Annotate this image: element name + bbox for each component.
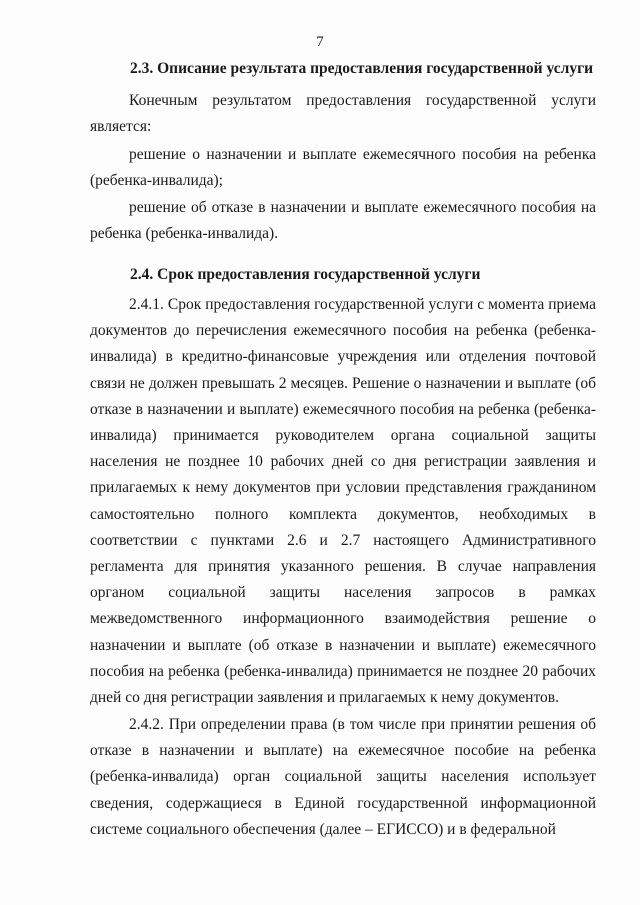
paragraph-result-intro: Конечным результатом предоставления государственной услуги является: — [90, 92, 596, 136]
section-heading-2-3: 2.3. Описание результата предоставления государственной услуги — [130, 60, 594, 77]
paragraph-result-decision-grant: решение о назначении и выплате ежемесячного пособия на ребенка (ребенка-инвалида); — [90, 146, 596, 190]
page-number: 7 — [316, 34, 324, 50]
section-heading-2-4: 2.4. Срок предоставления государственной услуги — [130, 266, 481, 283]
paragraph-result-decision-refusal: решение об отказе в назначении и выплате ежемесячного пособия на ребенка (ребенка-инвалида). — [90, 199, 596, 243]
paragraph-2-4-1: 2.4.1. Срок предоставления государственной услуги с момента приема документов до перечисления ежемесячного пособия на ребенка (ребенка-инвалида) в кредитно-финансовые учреждения или отделения почтовой связи не должен превышать 2 месяцев. Решение о назначении и выплате (об отказе в назначении и выплате) ежемесячного пособия на ребенка (ребенка-инвалида) принимается руководителем органа социальной защиты населения не позднее 10 рабочих дней со дня регистрации заявления и прилагаемых к нему документов при условии представления гражданином самостоятельно полного комплекта документов, необходимых в соответствии с пунктами 2.6 и 2.7 настоящего Административного регламента для принятия указанного решения. В случае направления органом социальной защиты населения запросов в рамках межведомственного информационного взаимодействия решение о назначении и выплате (об отказе в назначении и выплате) ежемесячного пособия на ребенка (ребенка-инвалида) принимается не позднее 20 рабочих дней со дня регистрации заявления и прилагаемых к нему документов. — [90, 296, 596, 707]
paragraph-2-4-2: 2.4.2. При определении права (в том числе при принятии решения об отказе в назначении и выплате) на ежемесячное пособие на ребенка (ребенка-инвалида) орган социальной защиты населения использует сведения, содержащиеся в Единой государственной информационной системе социального обеспечения (далее – ЕГИССО) и в федеральной — [90, 716, 596, 838]
